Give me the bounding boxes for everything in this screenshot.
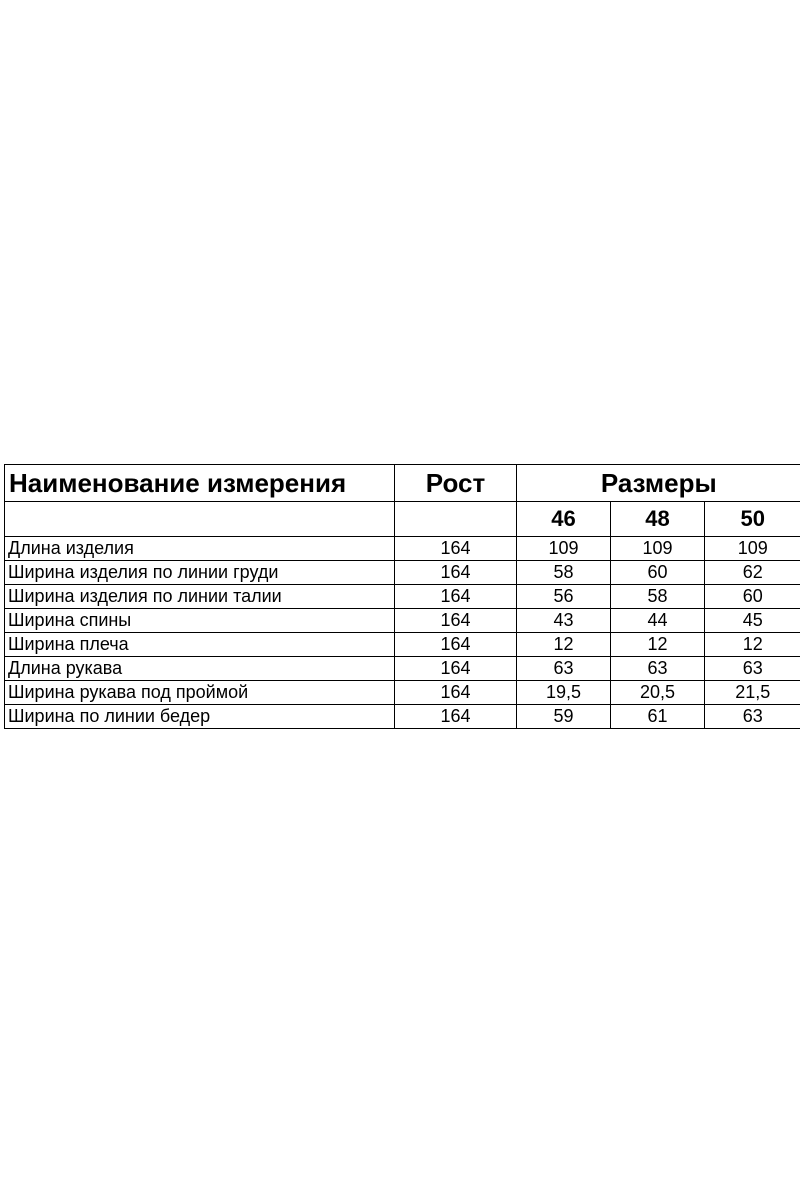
height-value: 164	[395, 705, 517, 729]
table-row	[5, 657, 800, 681]
measurement-name-header: Наименование измерения	[5, 465, 395, 502]
empty-cell	[395, 502, 517, 537]
size-48-header: 48	[611, 502, 705, 537]
size-50-value: 62	[705, 561, 800, 585]
size-46-value: 19,5	[517, 681, 611, 705]
size-48-value: 58	[611, 585, 705, 609]
measurement-name: Длина рукава	[5, 657, 395, 681]
size-50-value: 12	[705, 633, 800, 657]
size-numbers-row	[5, 502, 800, 537]
height-value: 164	[395, 537, 517, 561]
sizes-header: Размеры	[517, 465, 800, 502]
size-50-value: 63	[705, 705, 800, 729]
height-value: 164	[395, 657, 517, 681]
size-48-value: 44	[611, 609, 705, 633]
empty-cell	[5, 502, 395, 537]
size-48-value: 20,5	[611, 681, 705, 705]
size-48-value: 109	[611, 537, 705, 561]
size-46-header: 46	[517, 502, 611, 537]
height-value: 164	[395, 633, 517, 657]
size-50-value: 45	[705, 609, 800, 633]
table-row	[5, 681, 800, 705]
measurement-name: Ширина по линии бедер	[5, 705, 395, 729]
size-46-value: 63	[517, 657, 611, 681]
size-50-value: 109	[705, 537, 800, 561]
size-50-value: 60	[705, 585, 800, 609]
size-46-value: 56	[517, 585, 611, 609]
size-46-value: 109	[517, 537, 611, 561]
table-row	[5, 585, 800, 609]
size-50-value: 21,5	[705, 681, 800, 705]
size-48-value: 63	[611, 657, 705, 681]
size-46-value: 43	[517, 609, 611, 633]
height-header: Рост	[395, 465, 517, 502]
table-row	[5, 609, 800, 633]
table-row	[5, 633, 800, 657]
size-48-value: 61	[611, 705, 705, 729]
size-48-value: 12	[611, 633, 705, 657]
size-chart-table	[4, 464, 800, 729]
height-value: 164	[395, 561, 517, 585]
measurement-name: Ширина плеча	[5, 633, 395, 657]
size-46-value: 58	[517, 561, 611, 585]
measurement-name: Ширина изделия по линии груди	[5, 561, 395, 585]
measurement-name: Ширина изделия по линии талии	[5, 585, 395, 609]
size-50-value: 63	[705, 657, 800, 681]
table-row	[5, 537, 800, 561]
measurement-name: Ширина спины	[5, 609, 395, 633]
size-50-header: 50	[705, 502, 800, 537]
height-value: 164	[395, 681, 517, 705]
height-value: 164	[395, 609, 517, 633]
table-row	[5, 561, 800, 585]
header-row	[5, 465, 800, 502]
table-row	[5, 705, 800, 729]
height-value: 164	[395, 585, 517, 609]
size-46-value: 12	[517, 633, 611, 657]
measurement-name: Ширина рукава под проймой	[5, 681, 395, 705]
size-46-value: 59	[517, 705, 611, 729]
size-48-value: 60	[611, 561, 705, 585]
measurement-name: Длина изделия	[5, 537, 395, 561]
